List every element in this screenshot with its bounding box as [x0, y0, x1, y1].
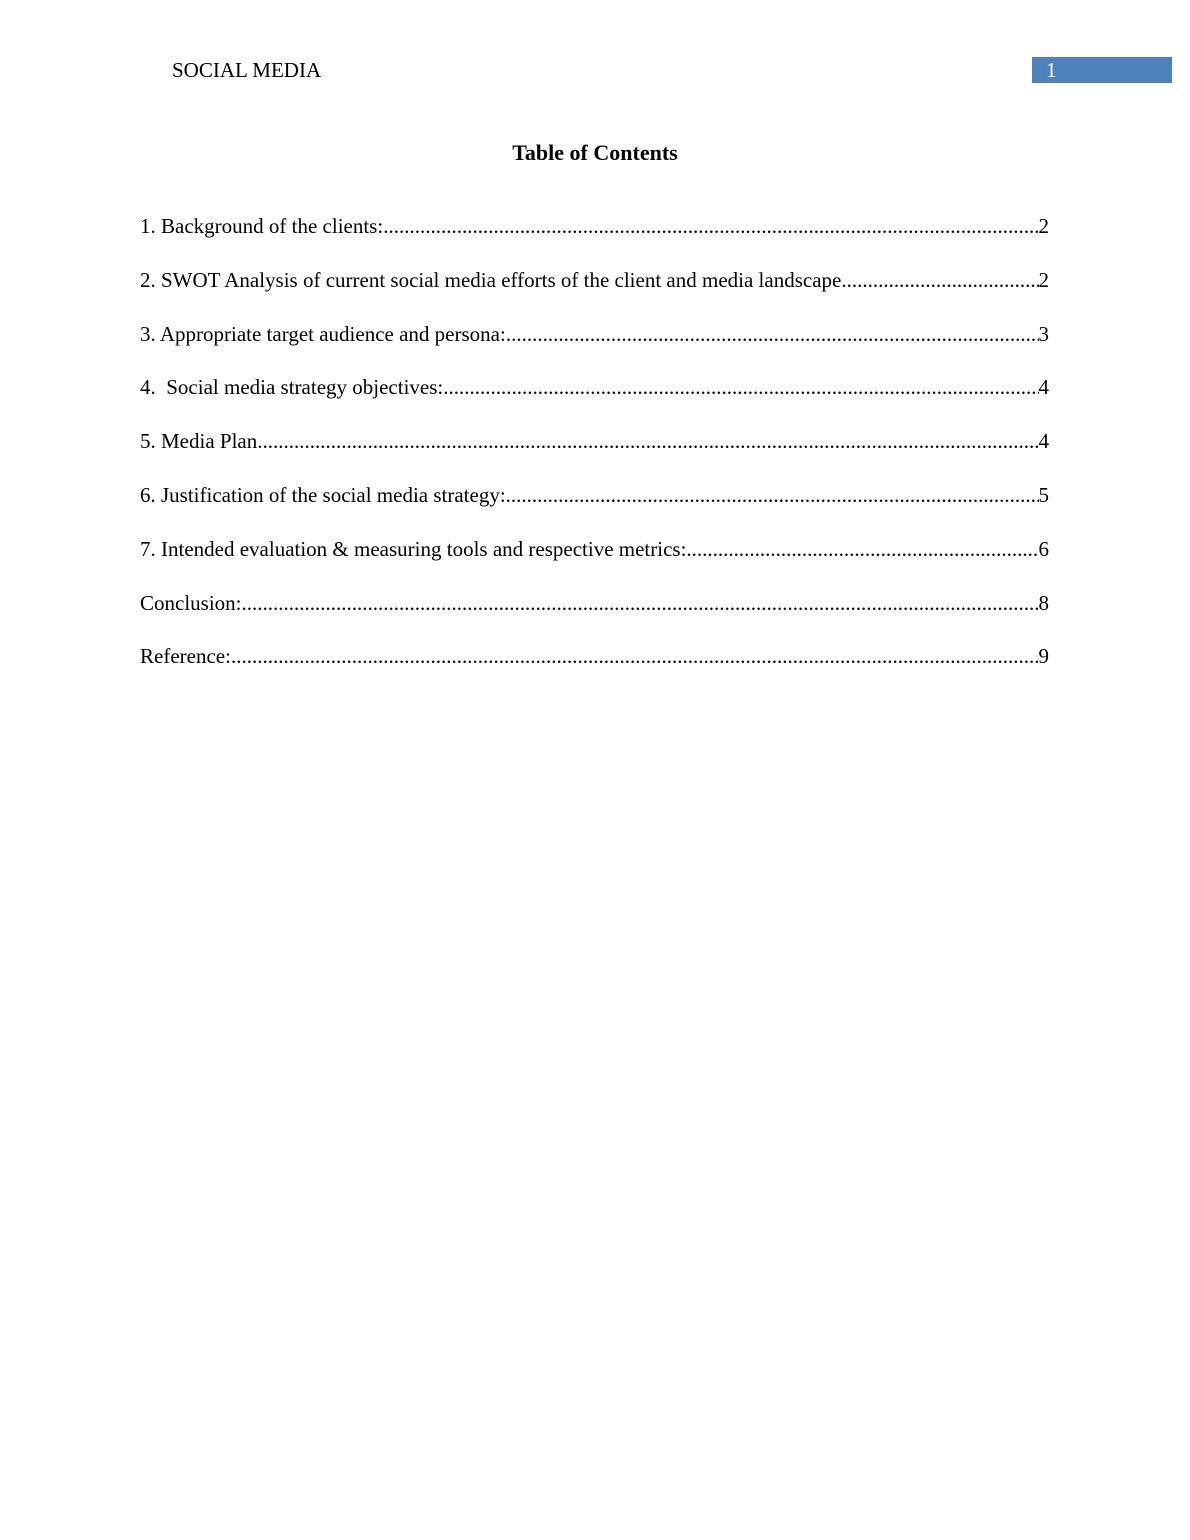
toc-entry-label: 2. SWOT Analysis of current social media efforts of the client and media landscape — [140, 267, 842, 292]
toc-entry[interactable] — [140, 482, 1049, 536]
toc-entry[interactable] — [140, 590, 1049, 644]
toc-entry-page: 3 — [1038, 321, 1049, 346]
toc-leader-dots — [841, 267, 1038, 321]
toc-leader-dots — [383, 213, 1038, 267]
toc-entry-label: Conclusion: — [140, 590, 242, 615]
toc-entry[interactable] — [140, 321, 1049, 375]
running-header: SOCIAL MEDIA — [172, 58, 322, 82]
toc-entry-page: 4 — [1038, 375, 1049, 400]
toc-entry-label: 6. Justification of the social media strategy: — [140, 482, 506, 507]
toc-list — [140, 213, 1049, 697]
toc-entry[interactable] — [140, 374, 1049, 428]
toc-entry-page: 8 — [1038, 590, 1049, 615]
toc-leader-dots — [257, 428, 1038, 482]
toc-entry-page: 4 — [1038, 429, 1049, 454]
toc-entry-page: 5 — [1038, 482, 1049, 507]
toc-title: Table of Contents — [512, 140, 678, 165]
toc-leader-dots — [686, 536, 1038, 590]
toc-entry[interactable] — [140, 267, 1049, 321]
toc-entry-label: 3. Appropriate target audience and persona: — [140, 321, 506, 346]
toc-entry-page: 6 — [1038, 536, 1049, 561]
page-number: 1 — [1032, 57, 1172, 83]
toc-entry[interactable] — [140, 536, 1049, 590]
toc-leader-dots — [506, 321, 1039, 375]
toc-leader-dots — [242, 590, 1039, 644]
toc-entry-label: 7. Intended evaluation & measuring tools and respective metrics: — [140, 536, 687, 561]
toc-entry[interactable] — [140, 428, 1049, 482]
toc-entry-page: 2 — [1038, 214, 1049, 238]
toc-entry-page: 2 — [1038, 267, 1049, 292]
toc-entry[interactable] — [140, 213, 1049, 267]
toc-leader-dots — [506, 482, 1039, 536]
toc-entry-label: Reference: — [140, 644, 231, 669]
toc-entry-label: 5. Media Plan — [140, 429, 258, 454]
toc-entry-label: 1. Background of the clients: — [140, 214, 384, 238]
toc-leader-dots — [231, 643, 1039, 697]
toc-leader-dots — [443, 374, 1038, 428]
toc-entry-label: 4. Social media strategy objectives: — [140, 375, 444, 400]
toc-entry-page: 9 — [1038, 644, 1049, 669]
toc-entry[interactable] — [140, 643, 1049, 697]
